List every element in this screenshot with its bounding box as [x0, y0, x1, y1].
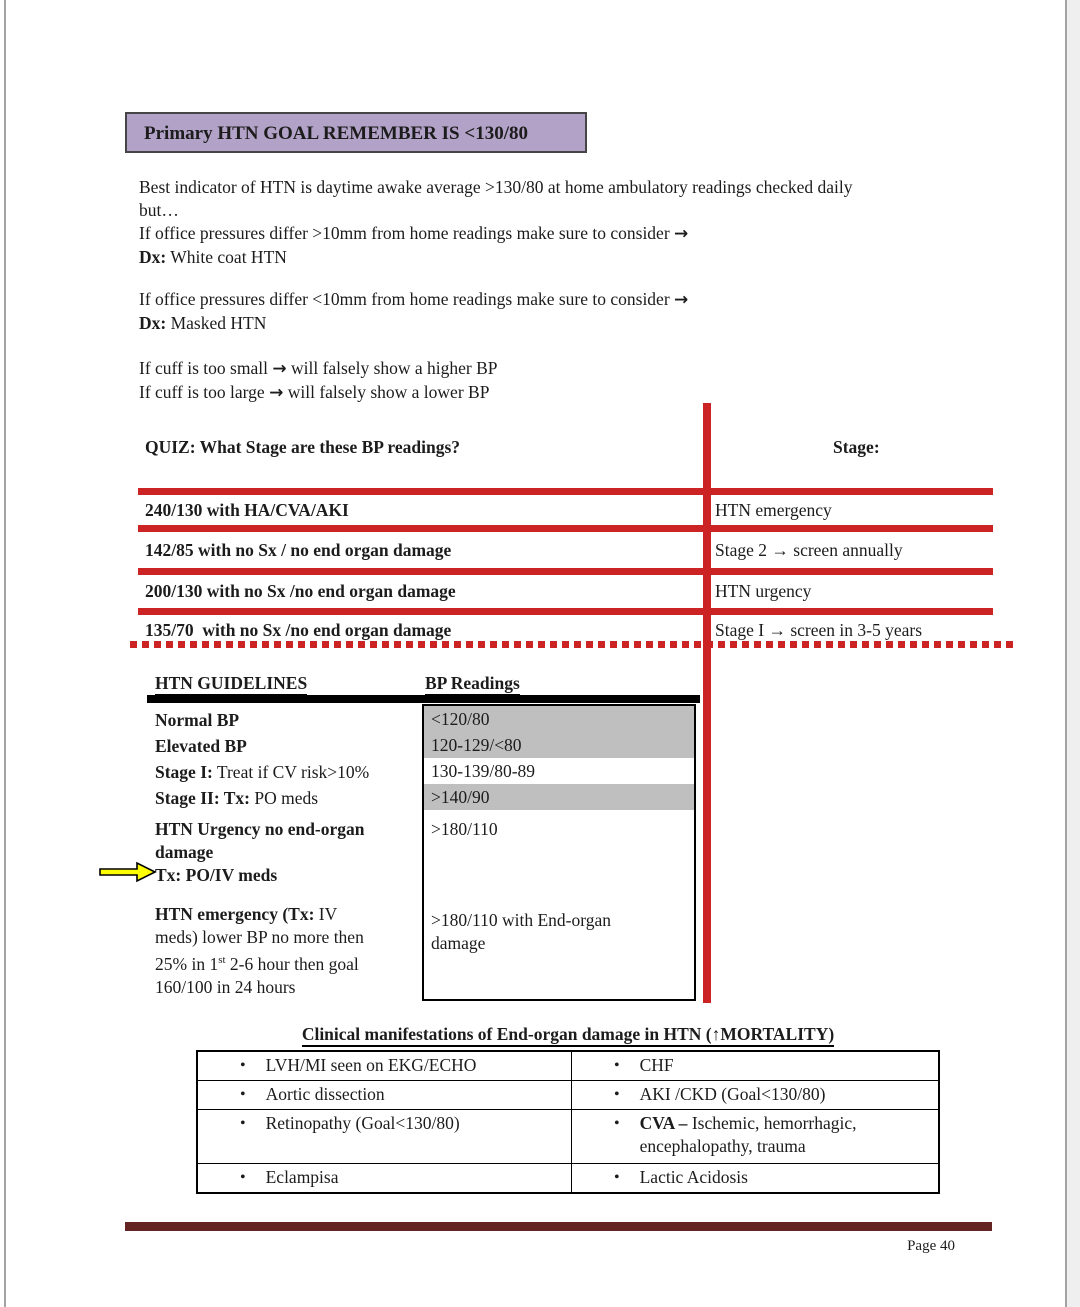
urgency-tx: Tx: PO/IV meds — [155, 865, 278, 885]
dx-masked-line — [139, 312, 854, 335]
bp-reading-row: 120-129/<80 — [424, 732, 694, 758]
quiz-row-stage: Stage 2 → screen annually — [715, 540, 903, 560]
table-cell: • Aortic dissection — [240, 1084, 385, 1104]
quiz-rule-4 — [138, 608, 993, 615]
intro-paragraph-2 — [139, 288, 854, 335]
bp-emergency-value: >180/110 with End-organ damage — [431, 910, 611, 953]
bp-reading-row: 130-139/80-89 — [431, 761, 536, 781]
table-row — [198, 1163, 938, 1192]
bullet-icon: • — [240, 1057, 246, 1074]
cuff-large-pre: If cuff is too large — [139, 382, 270, 402]
stage-label: Stage I: Treat if CV risk>10% — [155, 762, 370, 782]
bp-reading-row: >140/90 — [424, 784, 694, 810]
right-arrow-icon: → — [269, 383, 284, 403]
guidelines-stage-column — [155, 707, 423, 811]
stage-label: Normal BP — [155, 710, 240, 730]
table-cell: • AKI /CKD (Goal<130/80) — [571, 1081, 938, 1109]
urgency-title: HTN Urgency no end-organ damage — [155, 819, 365, 862]
cuff-paragraph — [139, 357, 854, 405]
office-lt-text: If office pressures differ <10mm from home readings make sure to consider — [139, 289, 675, 309]
quiz-rule-1 — [138, 488, 993, 495]
bullet-icon: • — [614, 1169, 620, 1186]
clinical-table — [196, 1050, 940, 1194]
dx-white-coat-text: White coat HTN — [166, 247, 287, 267]
quiz-row-reading: 240/130 with HA/CVA/AKI — [145, 500, 349, 520]
quiz-question-header: QUIZ: What Stage are these BP readings? — [145, 437, 461, 457]
footer-rule — [125, 1222, 992, 1231]
table-cell: • Retinopathy (Goal<130/80) — [240, 1113, 460, 1133]
table-cell: • Lactic Acidosis — [571, 1164, 938, 1192]
right-arrow-icon: → — [272, 359, 287, 379]
table-row — [198, 1109, 938, 1163]
quiz-row-stage: HTN urgency — [715, 581, 812, 601]
htn-emergency-label: HTN emergency (Tx: IV meds) lower BP no more then 25% in 1st 2-6 hour then goal 160/100 in 24 hours — [155, 904, 364, 997]
quiz-stage-header: Stage: — [833, 437, 880, 457]
guidelines-header: HTN GUIDELINES — [155, 673, 307, 694]
page-right-margin — [1067, 0, 1080, 1307]
quiz-row-stage: HTN emergency — [715, 500, 832, 520]
office-lt-line — [139, 288, 854, 312]
quiz-rule-2 — [138, 525, 993, 532]
dx-label: Dx: — [139, 247, 167, 267]
right-arrow-icon: → — [674, 224, 689, 244]
dx-masked-text: Masked HTN — [166, 313, 267, 333]
table-row — [198, 1052, 938, 1080]
cuff-small-post: will falsely show a higher BP — [286, 358, 498, 378]
bullet-icon: • — [240, 1086, 246, 1103]
bp-readings-box — [422, 704, 696, 1001]
dx-label: Dx: — [139, 313, 167, 333]
primary-goal-text: Primary HTN GOAL REMEMBER IS <130/80 — [144, 123, 528, 144]
bullet-icon: • — [240, 1169, 246, 1186]
stage-label: Elevated BP — [155, 736, 247, 756]
page-number: Page 40 — [907, 1238, 955, 1254]
bullet-icon: • — [614, 1057, 620, 1074]
quiz-rule-3 — [138, 568, 993, 575]
right-arrow-icon: → — [674, 290, 689, 310]
office-gt-text: If office pressures differ >10mm from home readings make sure to consider — [139, 223, 675, 243]
guidelines-header-rule — [147, 695, 700, 703]
quiz-row-reading: 135/70 with no Sx /no end organ damage — [145, 620, 452, 640]
cuff-small-line — [139, 357, 854, 381]
cuff-small-pre: If cuff is too small — [139, 358, 273, 378]
stage-label: Stage II: Tx: PO meds — [155, 788, 319, 808]
bullet-icon: • — [240, 1115, 246, 1132]
office-gt-line — [139, 222, 854, 246]
cuff-large-line — [139, 381, 854, 405]
clinical-title: Clinical manifestations of End-organ damage in HTN (↑MORTALITY) — [196, 1024, 940, 1045]
bullet-icon: • — [614, 1086, 620, 1103]
quiz-dotted-rule — [130, 641, 1013, 648]
table-cell: • CVA – Ischemic, hemorrhagic, encephalopathy, trauma — [571, 1110, 938, 1163]
quiz-row-reading: 142/85 with no Sx / no end organ damage — [145, 540, 452, 560]
cuff-large-post: will falsely show a lower BP — [283, 382, 490, 402]
table-cell: • LVH/MI seen on EKG/ECHO — [240, 1055, 477, 1075]
table-cell: • Eclampisa — [240, 1167, 339, 1187]
primary-goal-callout — [125, 112, 587, 153]
bp-urgency-value: >180/110 — [431, 819, 498, 839]
page-left-border — [4, 0, 6, 1307]
table-row — [198, 1080, 938, 1109]
bp-readings-header: BP Readings — [425, 673, 520, 694]
quiz-row-stage: Stage I → screen in 3-5 years — [715, 620, 923, 640]
bp-reading-row: <120/80 — [424, 706, 694, 732]
table-cell: • CHF — [571, 1052, 938, 1080]
bullet-icon: • — [614, 1115, 620, 1132]
intro-paragraph-1 — [139, 176, 854, 269]
quiz-row-reading: 200/130 with no Sx /no end organ damage — [145, 581, 456, 601]
dx-white-coat-line — [139, 246, 854, 269]
best-indicator-text: Best indicator of HTN is daytime awake average >130/80 at home ambulatory readings checked daily but… — [139, 177, 853, 220]
htn-urgency-label — [155, 818, 370, 887]
yellow-arrow-icon — [99, 861, 157, 883]
